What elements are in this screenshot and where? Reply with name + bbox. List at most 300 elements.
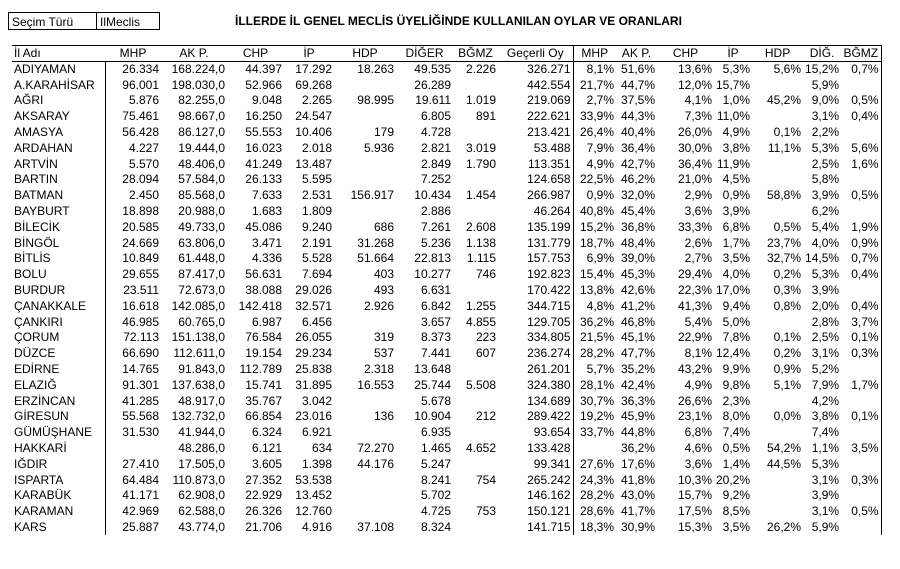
value-cell: 5,6%	[773, 62, 802, 77]
value-cell: 72.270	[357, 441, 394, 456]
value-cell	[334, 156, 396, 172]
value-cell: 5,3%	[811, 140, 840, 155]
value-cell: 212	[475, 409, 496, 424]
value-cell: 17.292	[295, 62, 332, 77]
province-name-cell: A.KARAHİSAR	[12, 77, 105, 93]
value-cell: 35.767	[245, 393, 282, 408]
value-cell: 129.705	[498, 314, 573, 330]
value-cell: 1.138	[465, 235, 496, 250]
value-cell: 13.487	[295, 156, 332, 171]
column-header: BĞMZ	[841, 46, 881, 62]
province-name-cell: BARTIN	[12, 172, 105, 188]
value-cell: 7,4%	[811, 425, 840, 440]
value-cell: 0,5%	[773, 219, 802, 234]
value-cell: 266.987	[498, 188, 573, 204]
value-cell: 0,4%	[841, 109, 881, 125]
value-cell: 334.805	[498, 330, 573, 346]
value-cell: 44,7%	[620, 77, 655, 92]
value-cell	[752, 425, 803, 441]
value-cell: 2,5%	[811, 330, 840, 345]
table-row	[12, 251, 881, 267]
province-name-cell: BİNGÖL	[12, 235, 105, 251]
value-cell: 6.631	[420, 283, 451, 298]
value-cell	[334, 172, 396, 188]
value-cell: 41.171	[122, 488, 159, 503]
value-cell: 3.657	[420, 314, 451, 329]
value-cell: 6.842	[420, 298, 451, 313]
value-cell: 5.595	[301, 172, 332, 187]
value-cell: 0,4%	[841, 298, 881, 314]
value-cell: 64.484	[122, 472, 159, 487]
value-cell: 6.121	[251, 441, 282, 456]
value-cell: 150.121	[498, 504, 573, 520]
value-cell: 17.505,0	[178, 456, 225, 471]
value-cell: 3,9%	[811, 283, 840, 298]
value-cell: 142.418	[238, 298, 282, 313]
value-cell: 3,9%	[722, 204, 751, 219]
value-cell	[453, 488, 498, 504]
value-cell: 37,5%	[620, 93, 655, 108]
value-cell: 21,7%	[579, 77, 614, 92]
value-cell: 6.921	[301, 425, 332, 440]
value-cell: 4,8%	[586, 298, 614, 313]
value-cell: 21.706	[245, 520, 282, 534]
table-row	[12, 109, 881, 125]
value-cell: 2.318	[363, 362, 394, 377]
province-name-cell: BOLU	[12, 267, 105, 283]
value-cell: 33,7%	[579, 425, 614, 440]
value-cell: 26.289	[414, 77, 451, 92]
value-cell: 6,2%	[811, 204, 840, 219]
value-cell: 18,3%	[579, 520, 614, 534]
value-cell: 26.133	[245, 172, 282, 187]
value-cell	[752, 314, 803, 330]
table-row	[12, 77, 881, 93]
value-cell: 20.988,0	[178, 204, 225, 219]
value-cell	[841, 125, 881, 141]
value-cell: 29.026	[295, 283, 332, 298]
province-name-cell: IĞDIR	[12, 456, 105, 472]
value-cell: 3,9%	[811, 488, 840, 503]
value-cell: 113.351	[498, 156, 573, 172]
value-cell: 3,1%	[811, 504, 840, 519]
value-cell: 23,7%	[767, 235, 802, 250]
value-cell: 8,1%	[684, 346, 712, 361]
value-cell: 157.753	[498, 251, 573, 267]
value-cell: 15,7%	[677, 488, 712, 503]
value-cell: 151.138,0	[171, 330, 225, 345]
column-header: AK P.	[161, 46, 227, 62]
value-cell: 44.176	[357, 456, 394, 471]
value-cell: 0,5%	[841, 188, 881, 204]
value-cell: 2,5%	[811, 156, 840, 171]
value-cell: 10.434	[414, 188, 451, 203]
value-cell: 23,1%	[677, 409, 712, 424]
column-header: İP	[714, 46, 752, 62]
value-cell: 10,3%	[677, 472, 712, 487]
value-cell: 0,2%	[773, 346, 802, 361]
value-cell: 49.733,0	[178, 219, 225, 234]
value-cell: 7.252	[420, 172, 451, 187]
value-cell: 40,4%	[620, 125, 655, 140]
value-cell: 48.406,0	[178, 156, 225, 171]
value-cell: 2,8%	[811, 314, 840, 329]
value-cell: 22.813	[414, 251, 451, 266]
province-name-cell: AKSARAY	[12, 109, 105, 125]
value-cell: 10.277	[414, 267, 451, 282]
value-cell: 5,9%	[811, 520, 840, 534]
table-row	[12, 456, 881, 472]
value-cell: 15,4%	[579, 267, 614, 282]
value-cell: 6,8%	[722, 219, 751, 234]
value-cell	[453, 362, 498, 378]
value-cell: 0,5%	[722, 441, 751, 456]
value-cell: 17,5%	[677, 504, 712, 519]
value-cell: 3,9%	[811, 188, 840, 203]
value-cell: 0,9%	[841, 235, 881, 251]
value-cell: 30,0%	[677, 140, 712, 155]
value-cell	[334, 504, 396, 520]
value-cell: 48.917,0	[178, 393, 225, 408]
value-cell: 19,2%	[579, 409, 614, 424]
value-cell: 46,8%	[620, 314, 655, 329]
value-cell: 2.608	[465, 219, 496, 234]
value-cell: 2,0%	[811, 298, 840, 313]
value-cell: 7,9%	[586, 140, 614, 155]
value-cell	[453, 456, 498, 472]
value-cell: 134.689	[498, 393, 573, 409]
value-cell: 5,0%	[722, 314, 751, 329]
value-cell: 179	[373, 125, 394, 140]
value-cell: 58,8%	[767, 188, 802, 203]
value-cell: 55.568	[122, 409, 159, 424]
value-cell: 20.585	[122, 219, 159, 234]
value-cell: 9.240	[301, 219, 332, 234]
value-cell: 87.417,0	[178, 267, 225, 282]
selection-type-label: Seçim Türü	[8, 12, 97, 30]
value-cell: 7,8%	[722, 330, 751, 345]
value-cell: 2.821	[420, 140, 451, 155]
value-cell: 4,1%	[684, 93, 712, 108]
table-row	[12, 204, 881, 220]
value-cell: 146.162	[498, 488, 573, 504]
value-cell: 1,9%	[841, 219, 881, 235]
value-cell: 44,3%	[620, 109, 655, 124]
value-cell: 156.917	[350, 188, 394, 203]
value-cell: 6.324	[251, 425, 282, 440]
table-row	[12, 93, 881, 109]
value-cell: 26.326	[245, 504, 282, 519]
value-cell: 141.715	[498, 520, 573, 536]
column-header: HDP	[752, 46, 803, 62]
value-cell	[334, 77, 396, 93]
value-cell: 72.673,0	[178, 283, 225, 298]
value-cell: 5.528	[301, 251, 332, 266]
value-cell: 44,8%	[620, 425, 655, 440]
value-cell: 25.838	[295, 362, 332, 377]
value-cell: 66.690	[122, 346, 159, 361]
value-cell: 219.069	[498, 93, 573, 109]
value-cell: 4.336	[251, 251, 282, 266]
value-cell: 7,9%	[811, 377, 840, 392]
column-header: DİĞER	[396, 46, 453, 62]
value-cell	[334, 425, 396, 441]
table-row	[12, 283, 881, 299]
value-cell	[841, 393, 881, 409]
value-cell: 29.655	[122, 267, 159, 282]
value-cell: 324.380	[498, 377, 573, 393]
value-cell: 1,1%	[811, 441, 840, 456]
value-cell	[752, 472, 803, 488]
value-cell: 7,3%	[684, 109, 712, 124]
table-row	[12, 377, 881, 393]
value-cell: 8.373	[420, 330, 451, 345]
value-cell: 18.263	[357, 62, 394, 77]
column-header: İP	[284, 46, 334, 62]
value-cell: 131.779	[498, 235, 573, 251]
value-cell: 10.904	[414, 409, 451, 424]
value-cell: 8,1%	[586, 62, 614, 77]
value-cell: 7.441	[420, 346, 451, 361]
province-name-cell: ÇORUM	[12, 330, 105, 346]
value-cell: 48.286,0	[178, 441, 225, 456]
value-cell: 607	[475, 346, 496, 361]
value-cell: 53.538	[295, 472, 332, 487]
province-name-cell: GÜMÜŞHANE	[12, 425, 105, 441]
value-cell: 223	[475, 330, 496, 345]
value-cell: 5,1%	[773, 377, 802, 392]
value-cell: 46.264	[498, 204, 573, 220]
value-cell: 45,3%	[620, 267, 655, 282]
value-cell: 17,6%	[620, 456, 655, 471]
value-cell: 493	[373, 283, 394, 298]
value-cell: 20,2%	[716, 472, 751, 487]
value-cell: 0,5%	[841, 93, 881, 109]
value-cell	[841, 204, 881, 220]
header-row	[12, 46, 881, 62]
value-cell: 0,7%	[841, 62, 881, 78]
value-cell: 41.944,0	[178, 425, 225, 440]
province-name-cell: BİLECİK	[12, 219, 105, 235]
value-cell: 15,7%	[716, 77, 751, 92]
value-cell: 29,4%	[677, 267, 712, 282]
value-cell: 0,0%	[773, 409, 802, 424]
value-cell: 0,1%	[773, 330, 802, 345]
value-cell: 8.241	[420, 472, 451, 487]
value-cell: 16.023	[245, 140, 282, 155]
value-cell: 42.969	[122, 504, 159, 519]
value-cell: 46,2%	[620, 172, 655, 187]
value-cell: 265.242	[498, 472, 573, 488]
value-cell: 10.406	[295, 125, 332, 140]
value-cell: 75.461	[122, 109, 159, 124]
value-cell: 634	[311, 441, 332, 456]
value-cell: 4,9%	[684, 377, 712, 392]
value-cell: 5,9%	[811, 77, 840, 92]
value-cell: 39,0%	[620, 251, 655, 266]
value-cell: 8,5%	[722, 504, 751, 519]
value-cell: 746	[475, 267, 496, 282]
value-cell: 13,6%	[677, 62, 712, 77]
column-header: İl Adı	[12, 46, 105, 62]
value-cell: 112.789	[239, 362, 282, 377]
value-cell: 9.048	[251, 93, 282, 108]
table-row	[12, 125, 881, 141]
value-cell: 41,8%	[620, 472, 655, 487]
province-name-cell: KARS	[12, 520, 105, 536]
province-name-cell: ÇANAKKALE	[12, 298, 105, 314]
province-name-cell: ELAZIĞ	[12, 377, 105, 393]
value-cell: 16.250	[245, 109, 282, 124]
value-cell: 142.085,0	[171, 298, 225, 313]
value-cell: 4.728	[420, 125, 451, 140]
value-cell: 41,3%	[677, 298, 712, 313]
value-cell	[841, 283, 881, 299]
value-cell: 0,4%	[841, 267, 881, 283]
value-cell: 11,9%	[716, 156, 751, 171]
value-cell: 5,3%	[722, 62, 751, 77]
value-cell: 26,0%	[677, 125, 712, 140]
value-cell	[752, 488, 803, 504]
value-cell: 5.702	[420, 488, 451, 503]
value-cell: 42,6%	[620, 283, 655, 298]
value-cell: 4,5%	[722, 172, 751, 187]
value-cell: 135.199	[498, 219, 573, 235]
value-cell: 51,6%	[620, 62, 655, 77]
table-row	[12, 520, 881, 536]
value-cell: 5,8%	[811, 172, 840, 187]
province-name-cell: ERZİNCAN	[12, 393, 105, 409]
value-cell: 45,1%	[620, 330, 655, 345]
value-cell: 27.352	[245, 472, 282, 487]
province-name-cell: KARABÜK	[12, 488, 105, 504]
value-cell: 62.908,0	[178, 488, 225, 503]
value-cell: 2,9%	[684, 188, 712, 203]
value-cell	[453, 283, 498, 299]
value-cell	[334, 109, 396, 125]
value-cell: 4,0%	[722, 267, 751, 282]
value-cell: 26,2%	[767, 520, 802, 534]
value-cell	[841, 362, 881, 378]
value-cell: 52.966	[245, 77, 282, 92]
value-cell: 236.274	[498, 346, 573, 362]
value-cell: 2.450	[128, 188, 159, 203]
value-cell: 2.886	[420, 204, 451, 219]
value-cell	[752, 172, 803, 188]
column-header: MHP	[105, 46, 161, 62]
value-cell: 110.873,0	[172, 472, 225, 487]
value-cell: 5,2%	[811, 362, 840, 377]
value-cell: 11,0%	[716, 109, 751, 124]
value-cell: 2.926	[363, 298, 394, 313]
value-cell: 36,2%	[579, 314, 614, 329]
value-cell: 36,3%	[620, 393, 655, 408]
value-cell: 0,3%	[841, 472, 881, 488]
value-cell: 19.611	[415, 93, 451, 108]
value-cell: 26.334	[122, 62, 159, 77]
value-cell: 55.553	[245, 125, 282, 140]
value-cell: 136	[373, 409, 394, 424]
value-cell: 98.995	[357, 93, 394, 108]
value-cell: 36,2%	[620, 441, 655, 456]
province-name-cell: ADIYAMAN	[12, 62, 105, 78]
value-cell: 86.127,0	[178, 125, 225, 140]
value-cell: 54,2%	[767, 441, 802, 456]
value-cell: 42,4%	[620, 377, 655, 392]
value-cell: 3,1%	[811, 346, 840, 361]
value-cell: 4.725	[420, 504, 451, 519]
value-cell	[453, 125, 498, 141]
value-cell: 6,9%	[586, 251, 614, 266]
value-cell	[453, 425, 498, 441]
value-cell: 6,8%	[684, 425, 712, 440]
value-cell: 56.428	[122, 125, 159, 140]
value-cell: 5,4%	[684, 314, 712, 329]
value-cell: 35,2%	[620, 362, 655, 377]
value-cell: 15,2%	[579, 219, 614, 234]
value-cell: 0,3%	[773, 283, 802, 298]
value-cell	[841, 77, 881, 93]
value-cell	[841, 425, 881, 441]
province-name-cell: ARDAHAN	[12, 140, 105, 156]
value-cell: 30,9%	[620, 520, 655, 534]
value-cell: 24.547	[295, 109, 332, 124]
value-cell: 289.422	[498, 409, 573, 425]
value-cell: 5,3%	[811, 267, 840, 282]
value-cell: 32,0%	[620, 188, 655, 203]
value-cell: 5.508	[465, 377, 496, 392]
results-table	[12, 45, 882, 535]
value-cell: 2.531	[301, 188, 332, 203]
value-cell: 3,7%	[841, 314, 881, 330]
value-cell: 60.765,0	[178, 314, 225, 329]
value-cell	[752, 156, 803, 172]
value-cell: 23.511	[123, 283, 159, 298]
value-cell: 45,4%	[620, 204, 655, 219]
value-cell: 37.108	[357, 520, 394, 534]
value-cell: 4,0%	[811, 235, 840, 250]
value-cell: 21,5%	[579, 330, 614, 345]
table-row	[12, 298, 881, 314]
value-cell	[841, 520, 881, 536]
value-cell: 32.571	[295, 298, 332, 313]
value-cell: 112.611,0	[173, 346, 225, 361]
value-cell: 13.452	[295, 488, 332, 503]
value-cell: 222.621	[498, 109, 573, 125]
value-cell: 5,4%	[811, 219, 840, 234]
value-cell: 44.397	[245, 62, 282, 77]
value-cell: 28,1%	[579, 377, 614, 392]
value-cell: 168.224,0	[171, 62, 225, 77]
value-cell: 3,1%	[811, 472, 840, 487]
value-cell: 6.456	[301, 314, 332, 329]
value-cell: 15.741	[245, 377, 282, 392]
table-row	[12, 441, 881, 457]
value-cell	[841, 456, 881, 472]
value-cell: 3,6%	[684, 456, 712, 471]
table-row	[12, 156, 881, 172]
table-row	[12, 267, 881, 283]
value-cell: 261.201	[498, 362, 573, 378]
value-cell: 3.019	[465, 140, 496, 155]
province-name-cell: EDİRNE	[12, 362, 105, 378]
table-row	[12, 235, 881, 251]
value-cell: 31.530	[122, 425, 159, 440]
selection-type-value[interactable]: IlMeclis	[96, 12, 160, 30]
value-cell: 13.648	[414, 362, 451, 377]
value-cell: 4,2%	[811, 393, 840, 408]
value-cell: 891	[475, 109, 496, 124]
